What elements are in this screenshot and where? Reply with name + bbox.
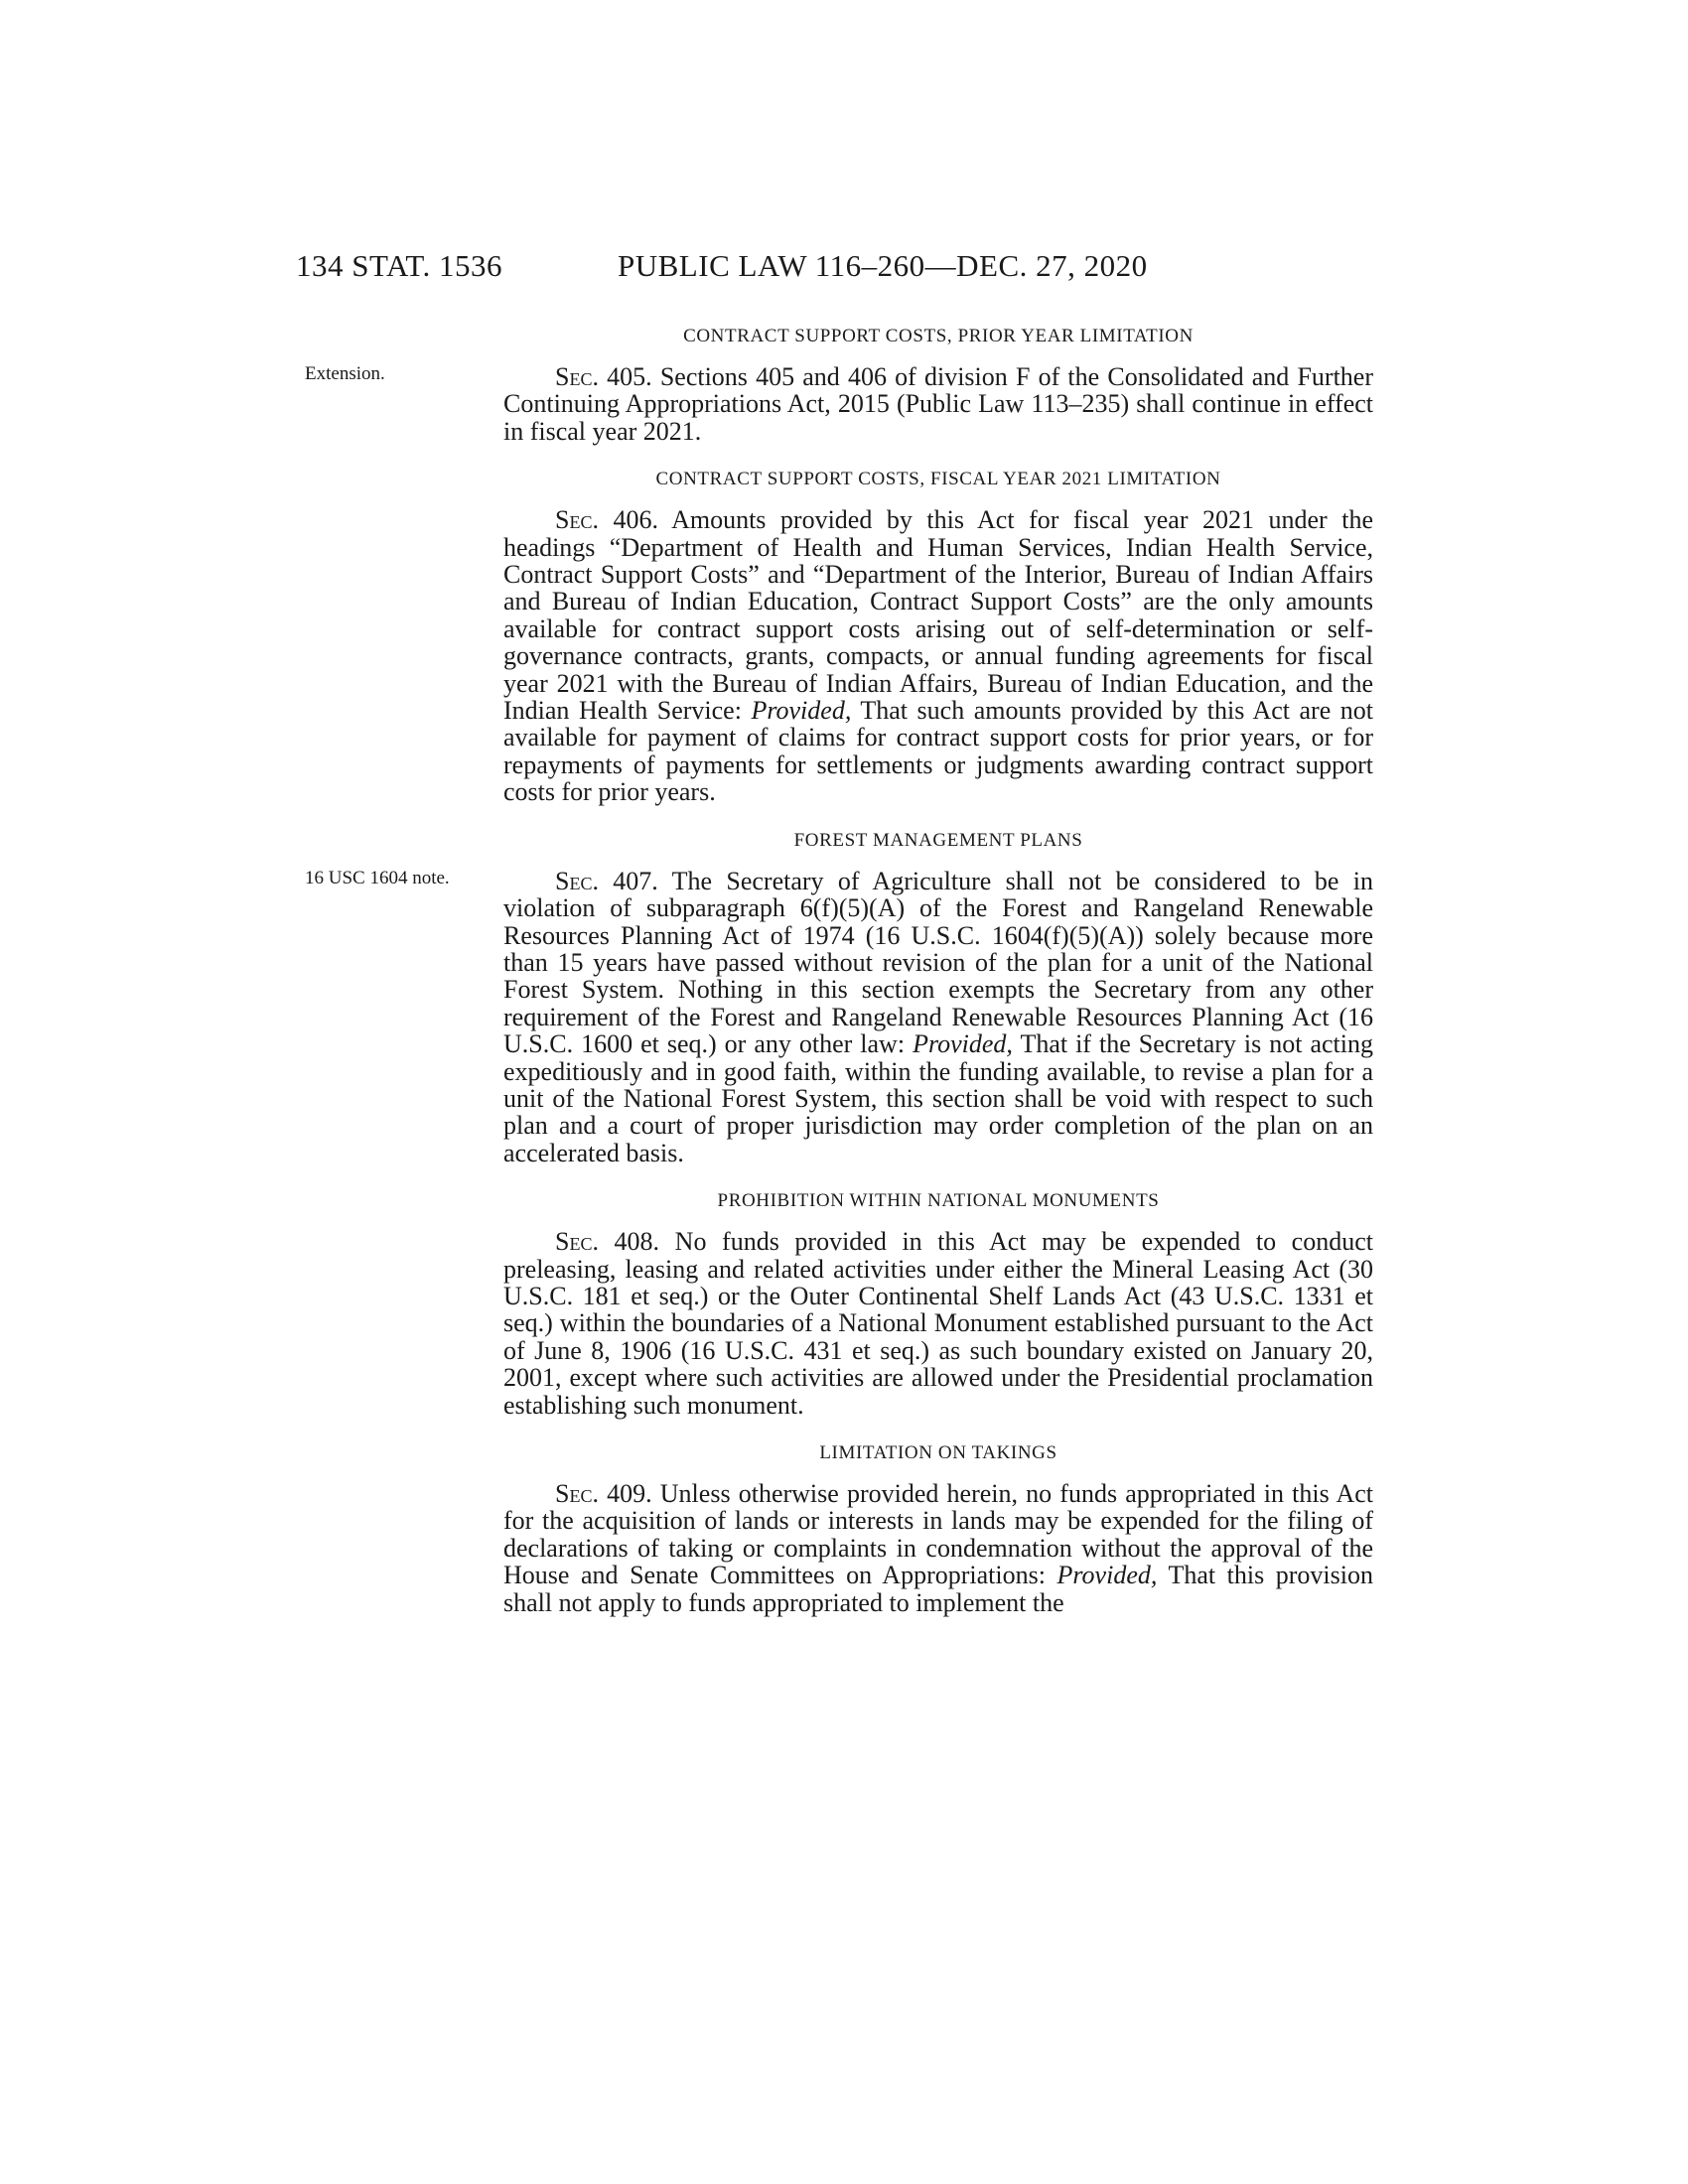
page-header: [0, 248, 1688, 288]
section-text: [503, 1228, 1373, 1419]
section-body: Sections 405 and 406 of division F of the Consolidated and Further Continuing Appropriations Act, 2015 (Public Law 113–235) shall continue in effect in fiscal year 2021.: [503, 362, 1373, 446]
public-law-citation: PUBLIC LAW 116–260—DEC. 27, 2020: [618, 248, 1148, 283]
section-body: Amounts provided by this Act for fiscal year 2021 under the headings “Department of Health and Human Services, Indian Health Service, Contract Support Costs” and “Department of the Interior, Bureau of Indian Affairs and Bureau of Indian Education, Contract Support Costs” are the only amounts available for contract support costs arising out of self-determination or self-governance contracts, grants, compacts, or annual funding agreements for fiscal year 2021 with the Bureau of Indian Affairs, Bureau of Indian Education, and the Indian Health Service:: [503, 505, 1373, 726]
section-405: [305, 324, 1373, 446]
margin-note: 16 USC 1604 note.: [305, 867, 450, 888]
section-body: No funds provided in this Act may be expended to conduct preleasing, leasing and related activities under either the Mineral Leasing Act (30 U.S.C. 181 et seq.) or the Outer Continental Shelf Lands Act (43 U.S.C. 1331 et seq.) within the boundaries of a National Monument established pursuant to the Act of June 8, 1906 (16 U.S.C. 431 et seq.) as such boundary existed on January 20, 2001, except where such activities are allowed under the Presidential proclamation establishing such monument.: [503, 1227, 1373, 1420]
section-body: The Secretary of Agriculture shall not be considered to be in violation of subparagraph 6(f)(5)(A) of the Forest and Rangeland Renewable Resources Planning Act of 1974 (16 U.S.C. 1604(f)(5)(A)) solely because more than 15 years have passed without revision of the plan for a unit of the National Forest System. Nothing in this section exempts the Secretary from any other requirement of the Forest and Rangeland Renewable Resources Planning Act (16 U.S.C. 1600 et seq.) or any other law:: [503, 866, 1374, 1059]
section-heading: FOREST MANAGEMENT PLANS: [793, 829, 1083, 851]
section-number: Sec. 408.: [555, 1227, 660, 1257]
section-heading: CONTRACT SUPPORT COSTS, PRIOR YEAR LIMITATION: [683, 326, 1194, 346]
provided-term: Provided,: [1056, 1561, 1158, 1590]
section-408: [503, 1188, 1373, 1419]
section-text: [305, 362, 1373, 446]
section-number: Sec. 405.: [555, 362, 652, 391]
section-heading: LIMITATION ON TAKINGS: [819, 1442, 1057, 1463]
margin-note: Extension.: [305, 363, 385, 384]
section-text: [305, 866, 1374, 1167]
section-body-continued: That this provision shall not apply to funds appropriated to implement the: [503, 1561, 1374, 1617]
section-text: [503, 506, 1373, 805]
statute-page-citation: 134 STAT. 1536: [296, 248, 503, 283]
section-text: [503, 1480, 1373, 1616]
section-body: Unless otherwise provided herein, no funds appropriated in this Act for the acquisition of lands or interests in lands may be expended for the filing of declarations of taking or complaints in condemnation without the approval of the House and Senate Committees on Appropriations:: [503, 1479, 1373, 1590]
section-body-continued: That such amounts provided by this Act are not available for payment of claims for contract support costs for prior years, or for repayments of payments for settlements or judgments awarding contract support costs for prior years.: [503, 696, 1373, 807]
provided-term: Provided,: [751, 696, 852, 726]
section-409: [503, 1440, 1373, 1616]
section-body-continued: That if the Secretary is not acting expeditiously and in good faith, within the funding available, to revise a plan for a unit of the National Forest System, this section shall be void with respect to such plan and a court of proper jurisdiction may order completion of the plan on an accelerated basis.: [503, 1029, 1373, 1167]
section-407: [305, 828, 1374, 1167]
provided-term: Provided,: [913, 1029, 1013, 1059]
section-number: Sec. 409.: [555, 1479, 652, 1508]
document-body: [305, 324, 1374, 1638]
section-heading: CONTRACT SUPPORT COSTS, FISCAL YEAR 2021 LIMITATION: [655, 469, 1221, 490]
section-406: [503, 467, 1373, 805]
section-number: Sec. 407.: [555, 866, 658, 895]
section-heading: PROHIBITION WITHIN NATIONAL MONUMENTS: [717, 1190, 1160, 1212]
section-number: Sec. 406.: [555, 505, 658, 535]
